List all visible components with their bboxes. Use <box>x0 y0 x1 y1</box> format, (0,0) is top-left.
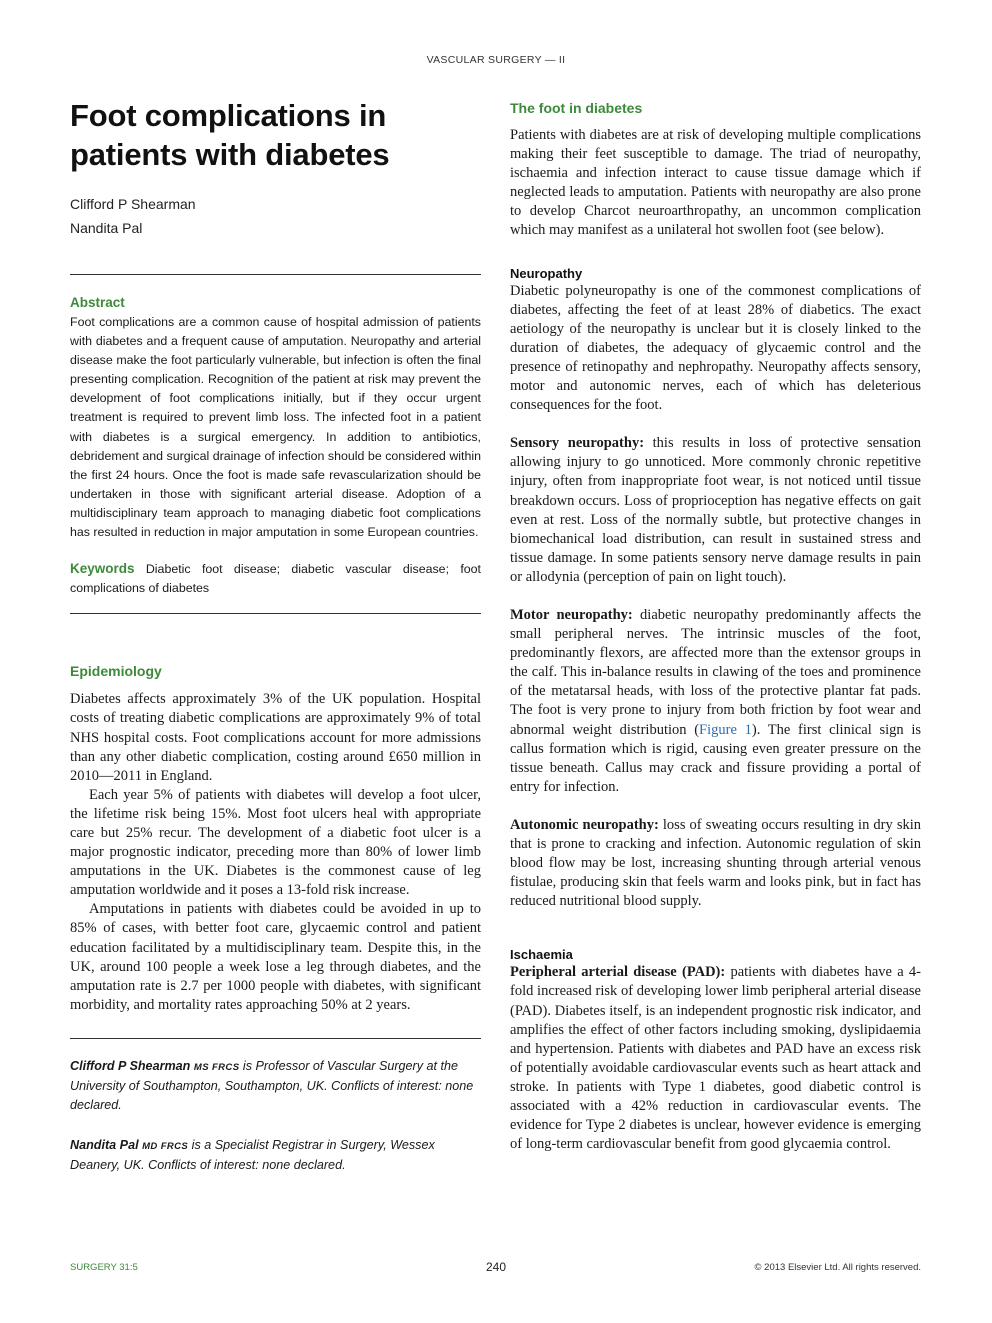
page-number: 240 <box>485 1260 507 1274</box>
bio-text <box>70 1136 481 1175</box>
subsection-heading: Neuropathy <box>510 265 583 281</box>
abstract-section <box>70 295 481 542</box>
bio-credentials: MD FRCS <box>142 1140 189 1152</box>
run-in-heading: Autonomic neuropathy: <box>510 816 659 833</box>
author-bio <box>70 1057 481 1116</box>
abstract-text: Foot complications are a common cause of hospital admission of patients with diabetes and a frequent cause of amputation. Neuropathy and arterial disease make the foot particularly vulnerable, but infection is often the final presenting complication. Recognition of the patient at risk may prevent the development of foot complications initially, but if they occur urgent treatment is required to prevent limb loss. The infected foot in a patient with diabetes is a surgical emergency. In addition to antibiotics, debridement and surgical drainage of infection should be considered within the first 24 hours. Once the foot is made safe revascularization should be undertaken in those with significant arterial disease. Adoption of a multidisciplinary team approach to managing diabetic foot complications has resulted in reduction in major amputation in some European countries. <box>70 315 481 540</box>
author-bio <box>70 1136 481 1175</box>
author-name: Clifford P Shearman <box>70 196 196 212</box>
paragraph <box>510 434 921 587</box>
bio-credentials: MS FRCS <box>193 1061 240 1073</box>
paragraph-text: ). The first clinical sign is callus formation which is rigid, causing even greater pressure on the tissue beneath. Callus may crack and fissure providing a portal of entry for infection. <box>510 721 922 795</box>
divider <box>70 613 481 614</box>
article-title <box>70 96 481 174</box>
keywords-label: Keywords <box>70 561 135 577</box>
left-column <box>70 96 481 1175</box>
keywords-text: Diabetic foot disease; diabetic vascular disease; foot complications of diabetes <box>70 562 481 596</box>
paragraph: Each year 5% of patients with diabetes will develop a foot ulcer, the lifetime risk being 15%. Most foot ulcers heal with appropriate care but 25% recur. The development of a diabetic foot ulcer is a major prognostic indicator, preceding more than 80% of lower limb amputations in the UK. Diabetes is the commonest cause of leg amputation worldwide and it poses a 13-fold risk increase. <box>70 786 481 899</box>
figure-link[interactable]: Figure 1 <box>699 721 752 738</box>
paragraph: Diabetes affects approximately 3% of the UK population. Hospital costs of treating diabetic complications are approximately 9% of total NHS hospital costs. Foot complications account for more admissions than any other diabetic complication, costing around £650 million in 2010—2011 in England. <box>70 691 481 784</box>
author-name: Nandita Pal <box>70 220 143 236</box>
paragraph-text: this results in loss of protective sensation allowing injury to go unnoticed. More commonly chronic repetitive injury, often from inappropriate foot wear, is not noticed until tissue breakdown occurs. Loss of proprioception has negative effects on gait even at rest. Loss of the normally subtle, but protective changes in biomechanical load distribution, can result in sustained stress and tissue damage. In some patients sensory nerve damage results in pain or allodynia (perception of pain on light touch). <box>510 435 921 585</box>
title-line-2: patients with diabetes <box>70 137 390 172</box>
paragraph <box>510 963 921 1154</box>
keywords <box>70 559 481 598</box>
paragraph: Patients with diabetes are at risk of developing multiple complications making their feet susceptible to damage. The triad of neuropathy, ischaemia and infection interact to cause tissue damage which if neglected leads to amputation. Patients with neuropathy are also prone to develop Charcot neuroarthropathy, an uncommon complication which may manifest as a unilateral hot swollen foot (see below). <box>510 127 921 239</box>
copyright: © 2013 Elsevier Ltd. All rights reserved. <box>754 1262 921 1273</box>
bio-name: Nandita Pal <box>70 1137 139 1152</box>
bio-name: Clifford P Shearman <box>70 1058 191 1073</box>
paragraph-text: loss of sweating occurs resulting in dry skin that is prone to cracking and infection. Autonomic regulation of skin blood flow may be lost, increasing shunting through arterial venous fistulae, producing skin that feels warm and looks pink, but in fact has reduced nutritional blood supply. <box>510 816 921 910</box>
title-line-1: Foot complications in <box>70 98 387 133</box>
right-column <box>510 100 921 1154</box>
running-head: VASCULAR SURGERY — II <box>426 54 566 66</box>
run-in-heading: Peripheral arterial disease (PAD): <box>510 964 726 981</box>
paragraph <box>510 816 921 911</box>
bio-text <box>70 1057 481 1116</box>
author-list <box>70 192 481 240</box>
divider <box>70 1038 481 1039</box>
run-in-heading: Motor neuropathy: <box>510 606 633 623</box>
bio-description: is a Specialist Registrar in Surgery, Wessex Deanery, UK. Conflicts of interest: none declared. <box>70 1137 435 1172</box>
abstract-heading: Abstract <box>70 295 125 310</box>
paragraph-text: patients with diabetes have a 4-fold increased risk of developing lower limb peripheral arterial disease (PAD). Diabetes itself, is an independent prognostic risk indicator, and amplifies the effect of other factors including smoking, dyslipidaemia and hypertension. Patients with diabetes and PAD have an excess risk of potentially avoidable cardiovascular events such as heart attack and stroke. In patients with Type 1 diabetes, good diabetic control is associated with a 42% reduction in cardiovascular events. The evidence for Type 2 diabetes is unclear, however evidence is emerging of long-term cardiovascular benefit from good glycaemia control. <box>510 964 921 1153</box>
subsection-heading: Ischaemia <box>510 947 573 963</box>
paragraph <box>510 606 921 797</box>
run-in-heading: Sensory neuropathy: <box>510 435 645 452</box>
journal-issue: SURGERY 31:5 <box>70 1262 138 1273</box>
epidemiology-section <box>70 663 481 1015</box>
section-heading: The foot in diabetes <box>510 100 643 116</box>
paragraph: Diabetic polyneuropathy is one of the commonest complications of diabetes, affecting the feet of at least 28% of diabetics. The exact aetiology of the neuropathy is unclear but it is closely linked to the duration of diabetes, the adequacy of glycaemic control and the presence of retinopathy and nephropathy. Neuropathy affects sensory, motor and autonomic nerves, each of which has deleterious consequences for the foot. <box>510 282 921 414</box>
bio-description: is Professor of Vascular Surgery at the University of Southampton, Southampton, UK. Conflicts of interest: none declared. <box>70 1058 474 1113</box>
divider <box>70 274 481 275</box>
paragraph-text: diabetic neuropathy predominantly affects the small peripheral nerves. The intrinsic muscles of the foot, predominantly flexors, are affected more than the extensor groups in the calf. This in-balance results in clawing of the toes and prominence of the metatarsal heads, with loss of the protective plantar fat pads. The foot is very prone to injury from both friction by foot wear and abnormal weight distribution ( <box>510 606 921 738</box>
paragraph: Amputations in patients with diabetes could be avoided in up to 85% of cases, with better foot care, glycaemic control and patient education facilitated by a multidisciplinary team. Despite this, in the UK, around 100 people a week lose a leg through diabetes, and the amputation rate is 2.7 per 1000 people with diabetes, with significant morbidity, and mortality rates approaching 50% at 2 years. <box>70 901 481 1013</box>
section-heading: Epidemiology <box>70 663 162 680</box>
